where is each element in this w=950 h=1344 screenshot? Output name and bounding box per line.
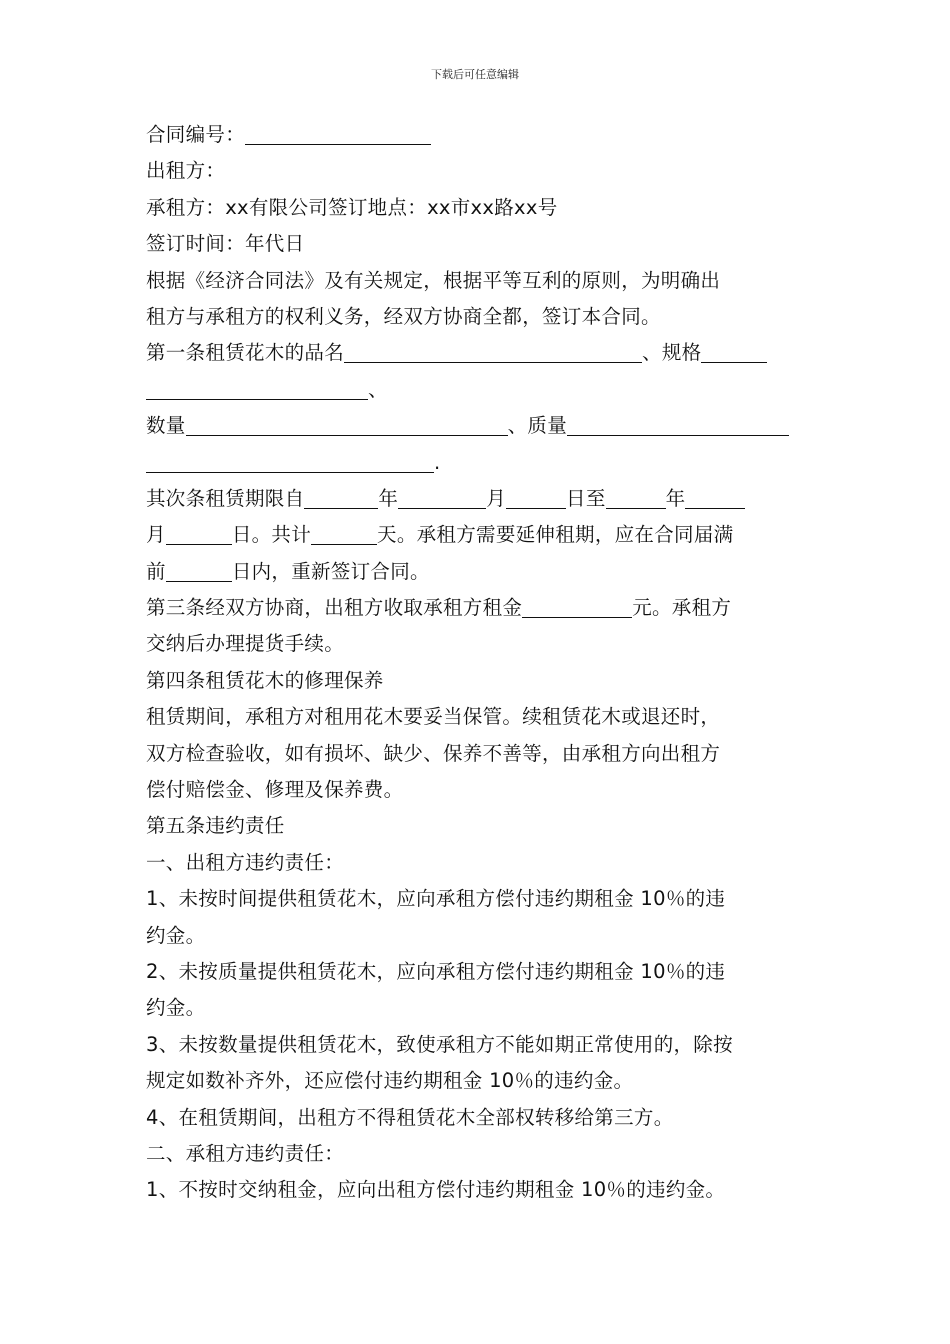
year-label: 年: [378, 486, 399, 510]
quality-blank-1: [567, 413, 789, 436]
renew-days-blank: [166, 559, 232, 582]
article-2-line-1: [146, 481, 810, 517]
quality-blank-2: [146, 450, 434, 473]
rent-amount-blank: [522, 595, 632, 618]
lessee-clause-1: 1、不按时交纳租金，应向出租方偿付违约期租金 10％的违约金。: [146, 1178, 726, 1202]
article-3-line-1: [146, 590, 810, 626]
quantity-blank: [186, 413, 508, 436]
extension-text: 天。承租方需要延伸租期，应在合同届满: [377, 523, 734, 547]
article-4-title: 第四条租赁花木的修理保养: [146, 668, 384, 692]
preamble-line-2: 租方与承租方的权利义务，经双方协商全都，签订本合同。: [146, 304, 661, 328]
before-label: 前: [146, 559, 166, 583]
lessor-line: 出租方：: [146, 159, 226, 183]
spec-blank-1: [701, 340, 767, 363]
name-blank: [344, 340, 642, 363]
total-days-blank: [311, 522, 377, 545]
lessor-clause-3-line-2: 规定如数补齐外，还应偿付违约期租金 10％的违约金。: [146, 1069, 634, 1093]
lessee-liability-heading: 二、承租方违约责任：: [146, 1141, 345, 1165]
start-month-blank: [398, 486, 486, 509]
article-1-line-3: [146, 408, 810, 444]
lessor-clause-3-line-1: 3、未按数量提供租赁花木，致使承租方不能如期正常使用的，除按: [146, 1032, 733, 1056]
article-1-line-2: [146, 372, 810, 408]
article-1-line-4: [146, 445, 810, 481]
contract-number-blank: [245, 122, 431, 145]
lessor-clause-1-line-2: 约金。: [146, 923, 206, 947]
article-2-title: 其次条租赁期限自: [146, 486, 305, 510]
lessor-clause-2-line-2: 约金。: [146, 996, 206, 1020]
page-header: 下载后可任意编辑: [431, 68, 519, 81]
article-4-line-1: 租赁期间，承租方对租用花木要妥当保管。续租赁花木或退还时，: [146, 705, 721, 729]
article-3-line-2: 交纳后办理提货手续。: [146, 632, 345, 656]
period-mark: .: [434, 450, 441, 474]
lessee-line: 承租方：xx有限公司签订地点：xx市xx路xx号: [146, 195, 558, 219]
article-1-title: 第一条租赁花木的品名: [146, 341, 345, 365]
article-5-title: 第五条违约责任: [146, 814, 285, 838]
separator: 、: [368, 377, 388, 401]
end-year-label: 年: [665, 486, 686, 510]
renew-text: 日内，重新签订合同。: [231, 559, 430, 583]
end-month-blank: [685, 486, 745, 509]
quantity-label: 数量: [146, 414, 186, 438]
article-4-line-2: 双方检查验收，如有损坏、缺少、保养不善等，由承租方向出租方: [146, 741, 721, 765]
total-label: 日。共计: [231, 523, 312, 547]
end-month-label: 月: [146, 523, 166, 547]
article-1-line-1: [146, 335, 810, 371]
end-day-blank: [166, 522, 232, 545]
lessor-clause-4: 4、在租赁期间，出租方不得租赁花木全部权转移给第三方。: [146, 1105, 674, 1129]
lessor-liability-heading: 一、出租方违约责任：: [146, 850, 345, 874]
start-day-blank: [506, 486, 566, 509]
article-3-title: 第三条经双方协商，出租方收取承租方租金: [146, 596, 523, 620]
day-to-label: 日至: [566, 486, 606, 510]
preamble-line-1: 根据《经济合同法》及有关规定，根据平等互利的原则，为明确出: [146, 268, 721, 292]
article-4-line-3: 偿付赔偿金、修理及保养费。: [146, 778, 404, 802]
lessor-clause-2-line-1: 2、未按质量提供租赁花木，应向承租方偿付违约期租金 10％的违: [146, 959, 726, 983]
contract-number-line: [146, 117, 810, 153]
spec-label: 、规格: [642, 341, 702, 365]
article-2-line-3: [146, 554, 810, 590]
start-year-blank: [304, 486, 378, 509]
month-label: 月: [486, 486, 507, 510]
article-2-line-2: [146, 517, 810, 553]
contract-number-label: 合同编号：: [146, 123, 246, 146]
signing-time-line: 签订时间：年代日: [146, 232, 305, 256]
lessor-clause-1-line-1: 1、未按时间提供租赁花木，应向承租方偿付违约期租金 10％的违: [146, 887, 726, 911]
end-year-blank: [606, 486, 666, 509]
quality-label: 、质量: [507, 414, 568, 438]
rent-unit-text: 元。承租方: [632, 596, 732, 620]
spec-blank-2: [146, 377, 368, 400]
contract-body: [146, 117, 810, 1209]
